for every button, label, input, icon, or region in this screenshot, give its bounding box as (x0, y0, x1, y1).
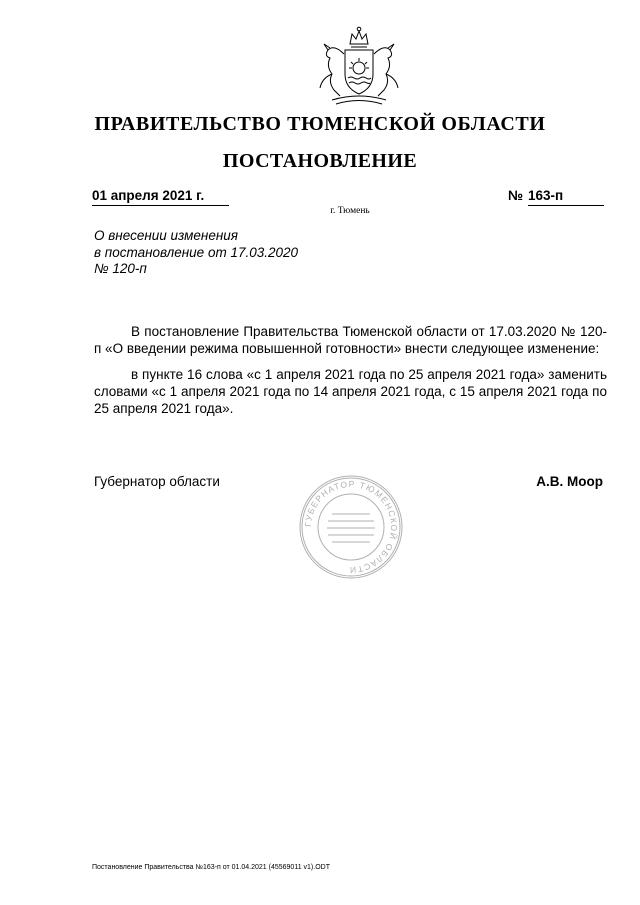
document-footer: Постановление Правительства №163-п от 01.04.2021 (45569011 v1).ODT (92, 864, 330, 871)
coat-of-arms-icon (314, 22, 404, 108)
seal-ring-text: ГУБЕРНАТОР ТЮМЕНСКОЙ ОБЛАСТИ (302, 478, 400, 576)
subject-line: О внесении изменения (94, 228, 239, 243)
number-sign: № (508, 188, 524, 203)
government-title: ПРАВИТЕЛЬСТВО ТЮМЕНСКОЙ ОБЛАСТИ (94, 113, 546, 135)
body-paragraph: В постановление Правительства Тюменской области от 17.03.2020 № 120-п «О введении режима повышенной готовности» внести следующее изменение: (94, 324, 607, 356)
signer-name: А.В. Моор (536, 474, 603, 489)
subject-line: № 120-п (94, 261, 147, 276)
document-subject (94, 228, 394, 278)
document-body (94, 323, 607, 417)
document-city: г. Тюмень (330, 206, 370, 216)
document-date: 01 апреля 2021 г. (92, 188, 229, 206)
signer-title: Губернатор области (94, 474, 220, 489)
official-seal-icon (298, 474, 404, 580)
document-type-title: ПОСТАНОВЛЕНИЕ (222, 150, 418, 172)
subject-line: в постановление от 17.03.2020 (94, 244, 299, 260)
document-number: 163-п (528, 188, 604, 206)
body-paragraph: в пункте 16 слова «с 1 апреля 2021 года по 25 апреля 2021 года» заменить словами «с 1 апреля 2021 года по 14 апреля 2021 года, с 15 апреля 2021 года по 25 апреля 2021 года». (94, 367, 607, 416)
